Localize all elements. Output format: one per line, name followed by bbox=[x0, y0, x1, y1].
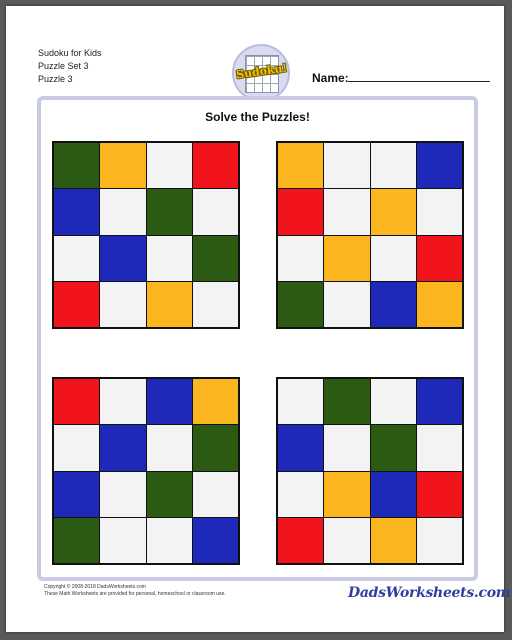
puzzle-cell bbox=[54, 472, 99, 517]
puzzle-frame bbox=[37, 96, 478, 581]
puzzle-cell[interactable] bbox=[417, 189, 462, 234]
puzzle-cell bbox=[417, 282, 462, 327]
puzzle-cell bbox=[417, 236, 462, 281]
puzzle-cell[interactable] bbox=[324, 143, 369, 188]
puzzle-cell[interactable] bbox=[147, 236, 192, 281]
puzzle-number-label: Puzzle 3 bbox=[38, 74, 73, 84]
puzzle-cell[interactable] bbox=[324, 282, 369, 327]
page-title: Solve the Puzzles! bbox=[205, 110, 310, 124]
puzzle-cell bbox=[193, 143, 238, 188]
puzzle-grid-4 bbox=[276, 377, 464, 565]
puzzle-cell bbox=[193, 379, 238, 424]
puzzle-cell bbox=[100, 236, 145, 281]
usage-notice: These Math Worksheets are provided for personal, homeschool or classroom use. bbox=[44, 591, 226, 597]
puzzle-cell[interactable] bbox=[100, 282, 145, 327]
puzzle-cell bbox=[193, 425, 238, 470]
puzzle-cell bbox=[417, 472, 462, 517]
puzzle-cell bbox=[371, 425, 416, 470]
puzzle-cell bbox=[371, 282, 416, 327]
puzzle-cell[interactable] bbox=[193, 189, 238, 234]
name-label: Name: bbox=[312, 71, 349, 85]
puzzle-cell bbox=[147, 189, 192, 234]
puzzle-cell bbox=[371, 518, 416, 563]
puzzle-cell[interactable] bbox=[278, 472, 323, 517]
puzzle-cell bbox=[324, 236, 369, 281]
puzzle-cell[interactable] bbox=[54, 425, 99, 470]
puzzle-cell[interactable] bbox=[371, 143, 416, 188]
logo-text: Sudoku! bbox=[235, 61, 289, 82]
puzzle-grid-1 bbox=[52, 141, 240, 329]
puzzle-cell bbox=[193, 518, 238, 563]
puzzle-cell bbox=[278, 518, 323, 563]
puzzle-cell[interactable] bbox=[193, 472, 238, 517]
puzzle-cell[interactable] bbox=[417, 425, 462, 470]
worksheet-header bbox=[38, 47, 102, 86]
puzzle-cell bbox=[100, 143, 145, 188]
puzzle-cell bbox=[417, 379, 462, 424]
puzzle-cell bbox=[324, 472, 369, 517]
puzzle-grid-2 bbox=[276, 141, 464, 329]
puzzle-cell bbox=[278, 143, 323, 188]
puzzle-set-label: Puzzle Set 3 bbox=[38, 61, 89, 71]
puzzle-cell bbox=[147, 472, 192, 517]
puzzle-cell[interactable] bbox=[278, 379, 323, 424]
puzzle-cell bbox=[54, 189, 99, 234]
puzzle-cell bbox=[54, 143, 99, 188]
puzzle-cell[interactable] bbox=[193, 282, 238, 327]
worksheet-page bbox=[6, 6, 511, 632]
name-field[interactable] bbox=[348, 81, 490, 82]
puzzle-cell[interactable] bbox=[100, 518, 145, 563]
puzzle-cell[interactable] bbox=[417, 518, 462, 563]
puzzle-cell[interactable] bbox=[147, 425, 192, 470]
puzzle-cell bbox=[371, 189, 416, 234]
puzzle-cell bbox=[147, 379, 192, 424]
puzzle-cell[interactable] bbox=[147, 518, 192, 563]
puzzle-grid-3 bbox=[52, 377, 240, 565]
puzzle-cell bbox=[100, 425, 145, 470]
puzzle-cell bbox=[54, 282, 99, 327]
puzzle-cell[interactable] bbox=[54, 236, 99, 281]
puzzle-cell[interactable] bbox=[324, 189, 369, 234]
puzzle-cell[interactable] bbox=[100, 189, 145, 234]
puzzle-cell[interactable] bbox=[278, 236, 323, 281]
puzzle-cell bbox=[371, 472, 416, 517]
puzzle-cell bbox=[278, 189, 323, 234]
puzzle-cell bbox=[278, 425, 323, 470]
brand-logo: DadsWorksheets.com bbox=[348, 585, 511, 601]
puzzle-cell bbox=[147, 282, 192, 327]
puzzle-cell bbox=[278, 282, 323, 327]
puzzle-cell[interactable] bbox=[324, 518, 369, 563]
puzzle-cell[interactable] bbox=[324, 425, 369, 470]
puzzle-cell[interactable] bbox=[100, 472, 145, 517]
worksheet-title: Sudoku for Kids bbox=[38, 48, 102, 58]
puzzle-cell[interactable] bbox=[371, 379, 416, 424]
footer-notes bbox=[44, 584, 226, 598]
puzzle-cell bbox=[193, 236, 238, 281]
puzzle-cell bbox=[54, 518, 99, 563]
puzzle-cell bbox=[324, 379, 369, 424]
puzzle-cell bbox=[54, 379, 99, 424]
puzzle-cell[interactable] bbox=[371, 236, 416, 281]
puzzle-cell bbox=[417, 143, 462, 188]
sudoku-logo bbox=[232, 44, 290, 102]
copyright-text: Copyright © 2008-2018 DadsWorksheets.com bbox=[44, 584, 146, 590]
puzzle-cell[interactable] bbox=[147, 143, 192, 188]
puzzle-cell[interactable] bbox=[100, 379, 145, 424]
